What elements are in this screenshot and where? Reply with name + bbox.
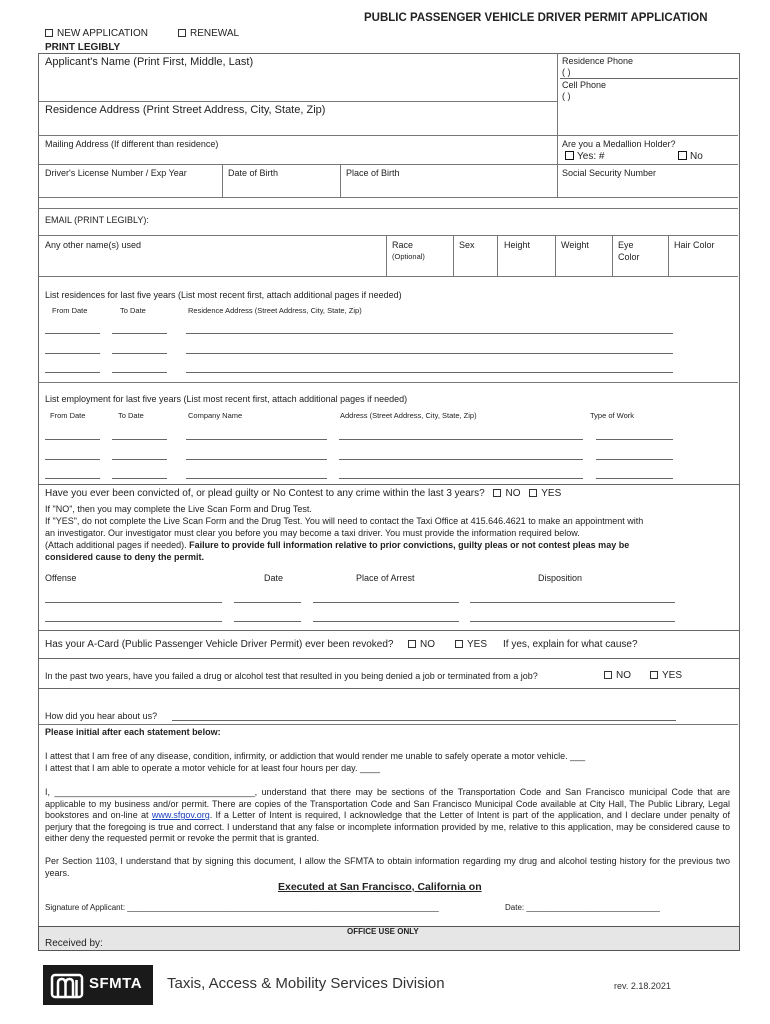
cell-phone-label: Cell Phone [562, 80, 607, 90]
drivers-license-label: Driver's License Number / Exp Year [45, 168, 187, 178]
convictions-question-row [45, 488, 561, 499]
offense-label: Offense [45, 573, 77, 583]
residence-address-line[interactable] [186, 372, 673, 373]
employment-from-line[interactable] [45, 459, 100, 460]
received-by-label: Received by: [45, 938, 103, 949]
sfmta-logo-icon [49, 970, 85, 1000]
understand-paragraph: I, ________________________________________, understand that there may be sections of the Transportation Code and San Francisco municipal Code that are applicable to my business and/or permit. There are copies of the Transportation Code and San Francisco Municipal Code available at City Hall, The Public Library, Legal bookstores and on-line at www.sfgov.org. If a Letter of Intent is required, I acknowledge that the Letter of Intent is part of the application, and I declare under penalty of perjury that the foregoing is true and correct. I understand that any false or incomplete information provided by me, relative to this application, may be considered cause to either deny the requested permit or revoke the permit that is granted. [45, 787, 730, 843]
office-use-label: OFFICE USE ONLY [347, 927, 419, 936]
acard-yes-option[interactable]: YES [455, 639, 487, 650]
residence-to-line[interactable] [112, 372, 167, 373]
cell-phone-field[interactable]: ( ) [562, 91, 571, 101]
section1103-paragraph: Per Section 1103, I understand that by signing this document, I allow the SFMTA to obtain information regarding my drug and alcohol testing history for the previous two years. [45, 856, 730, 878]
drugtest-yes-option[interactable]: YES [650, 670, 682, 681]
residence-address-line[interactable] [186, 353, 673, 354]
convictions-no-checkbox[interactable] [493, 489, 501, 497]
employment-type-label: Type of Work [590, 411, 635, 420]
weight-label: Weight [561, 240, 589, 250]
acard-yes-checkbox[interactable] [455, 640, 463, 648]
convictions-question: Have you ever been convicted of, or plead guilty or No Contest to any crime within the last 3 years? [45, 488, 485, 499]
eye-color-label-2: Color [618, 252, 640, 262]
new-application-checkbox[interactable] [45, 29, 53, 37]
employment-to-line[interactable] [112, 459, 167, 460]
acard-no-checkbox[interactable] [408, 640, 416, 648]
disposition-line[interactable] [470, 621, 675, 622]
convictions-yes-option[interactable]: YES [529, 488, 561, 499]
signature-line[interactable]: Signature of Applicant: ______________________________________________________________________ [45, 903, 439, 912]
residence-phone-label: Residence Phone [562, 56, 634, 66]
employment-heading: List employment for last five years (List most recent first, attach additional pages if needed) [45, 394, 408, 404]
initial-heading: Please initial after each statement below: [45, 727, 221, 737]
revision-label: rev. 2.18.2021 [614, 981, 671, 991]
date-line[interactable]: Date: ______________________________ [505, 903, 660, 912]
form-title: PUBLIC PASSENGER VEHICLE DRIVER PERMIT APPLICATION [364, 12, 708, 24]
renewal-checkbox[interactable] [178, 29, 186, 37]
attest-line1: I attest that I am free of any disease, condition, infirmity, or addiction that would render me unable to safely operate a motor vehicle. ___ [45, 751, 586, 761]
convictions-yes-checkbox[interactable] [529, 489, 537, 497]
employment-company-line[interactable] [186, 439, 327, 440]
employment-company-line[interactable] [186, 478, 327, 479]
employment-address-label: Address (Street Address, City, State, Zip) [340, 411, 477, 420]
drugtest-question: In the past two years, have you failed a drug or alcohol test that resulted in you being denied a job or terminated from a job? [45, 671, 538, 681]
print-legibly-label: PRINT LEGIBLY [45, 42, 121, 53]
offense-date-line[interactable] [234, 602, 301, 603]
residence-from-line[interactable] [45, 372, 100, 373]
convictions-line3: an investigator. Our investigator must clear you before you may become a taxi driver. You must provide the information required below. [45, 528, 580, 538]
residences-to-label: To Date [120, 306, 146, 315]
eye-color-label-1: Eye [618, 240, 634, 250]
sfgov-link[interactable]: www.sfgov.org [151, 810, 210, 820]
division-name: Taxis, Access & Mobility Services Division [167, 975, 445, 992]
medallion-yes-option[interactable]: Yes: # [565, 151, 604, 162]
residences-heading: List residences for last five years (List most recent first, attach additional pages if needed) [45, 290, 402, 300]
residence-to-line[interactable] [112, 353, 167, 354]
sfmta-logo-text: SFMTA [89, 975, 143, 992]
sex-label: Sex [459, 240, 475, 250]
employment-company-line[interactable] [186, 459, 327, 460]
acard-question: Has your A-Card (Public Passenger Vehicle Driver Permit) ever been revoked? [45, 639, 394, 650]
ssn-label: Social Security Number [562, 168, 657, 178]
email-label: EMAIL (PRINT LEGIBLY): [45, 215, 149, 225]
place-of-arrest-line[interactable] [313, 621, 459, 622]
disposition-label: Disposition [538, 573, 583, 583]
residence-to-line[interactable] [112, 333, 167, 334]
residence-from-line[interactable] [45, 333, 100, 334]
email-field[interactable] [160, 212, 730, 228]
medallion-yes-checkbox[interactable] [565, 151, 574, 160]
offense-line[interactable] [45, 621, 222, 622]
residences-from-label: From Date [52, 306, 88, 315]
hear-about-line[interactable] [172, 720, 676, 721]
executed-heading: Executed at San Francisco, California on [278, 881, 482, 893]
other-names-label: Any other name(s) used [45, 240, 142, 250]
residence-address-field[interactable] [45, 118, 735, 134]
convictions-line2: If "YES", do not complete the Live Scan Form and the Drug Test. You will need to contact the Taxi Office at 415.646.4621 to make an appointment with [45, 516, 644, 526]
dob-label: Date of Birth [228, 168, 279, 178]
place-of-arrest-line[interactable] [313, 602, 459, 603]
attest-line2: I attest that I am able to operate a motor vehicle for at least four hours per day. ____ [45, 763, 381, 773]
employment-to-line[interactable] [112, 478, 167, 479]
medallion-no-option[interactable]: No [678, 151, 703, 162]
acard-no-option[interactable]: NO [408, 639, 435, 650]
drugtest-no-checkbox[interactable] [604, 671, 612, 679]
height-label: Height [504, 240, 531, 250]
employment-address-line[interactable] [339, 478, 583, 479]
convictions-line4: (Attach additional pages if needed). Failure to provide full information relative to prior convictions, guilty pleas or not contest pleas may be [45, 540, 630, 550]
employment-type-line[interactable] [596, 459, 673, 460]
applicant-name-field[interactable] [45, 70, 550, 98]
employment-type-line[interactable] [596, 439, 673, 440]
pob-label: Place of Birth [346, 168, 400, 178]
disposition-line[interactable] [470, 602, 675, 603]
employment-company-label: Company Name [188, 411, 243, 420]
employment-from-label: From Date [50, 411, 86, 420]
employment-to-line[interactable] [112, 439, 167, 440]
offense-line[interactable] [45, 602, 222, 603]
residence-phone-field[interactable]: ( ) [562, 67, 571, 77]
residence-address-line[interactable] [186, 333, 673, 334]
drugtest-no-option[interactable]: NO [604, 670, 631, 681]
acard-explain: If yes, explain for what cause? [503, 639, 638, 650]
place-of-arrest-label: Place of Arrest [356, 573, 415, 583]
received-by-bar [38, 938, 740, 951]
mailing-address-label: Mailing Address (If different than residence) [45, 139, 219, 149]
race-label: Race [392, 240, 414, 250]
offense-date-line[interactable] [234, 621, 301, 622]
medallion-no-checkbox[interactable] [678, 151, 687, 160]
convictions-no-option[interactable]: NO [493, 488, 520, 499]
hear-about-label: How did you hear about us? [45, 711, 158, 721]
drugtest-yes-checkbox[interactable] [650, 671, 658, 679]
new-application-option[interactable]: NEW APPLICATION [45, 28, 148, 39]
employment-address-line[interactable] [339, 459, 583, 460]
medallion-question: Are you a Medallion Holder? [562, 139, 676, 149]
applicant-name-label: Applicant's Name (Print First, Middle, Last) [45, 56, 254, 68]
convictions-line5: considered cause to deny the permit. [45, 552, 205, 562]
convictions-line1: If "NO", then you may complete the Live Scan Form and Drug Test. [45, 504, 312, 514]
employment-address-line[interactable] [339, 439, 583, 440]
hair-color-label: Hair Color [674, 240, 715, 250]
employment-type-line[interactable] [596, 478, 673, 479]
sfmta-logo [43, 965, 153, 1005]
renewal-option[interactable]: RENEWAL [178, 28, 239, 39]
employment-to-label: To Date [118, 411, 144, 420]
employment-from-line[interactable] [45, 478, 100, 479]
residence-address-label: Residence Address (Print Street Address, City, State, Zip) [45, 104, 326, 116]
residences-address-label: Residence Address (Street Address, City, State, Zip) [188, 306, 362, 315]
offense-date-label: Date [264, 573, 284, 583]
residence-from-line[interactable] [45, 353, 100, 354]
race-optional-label: (Optional) [392, 252, 425, 261]
employment-from-line[interactable] [45, 439, 100, 440]
